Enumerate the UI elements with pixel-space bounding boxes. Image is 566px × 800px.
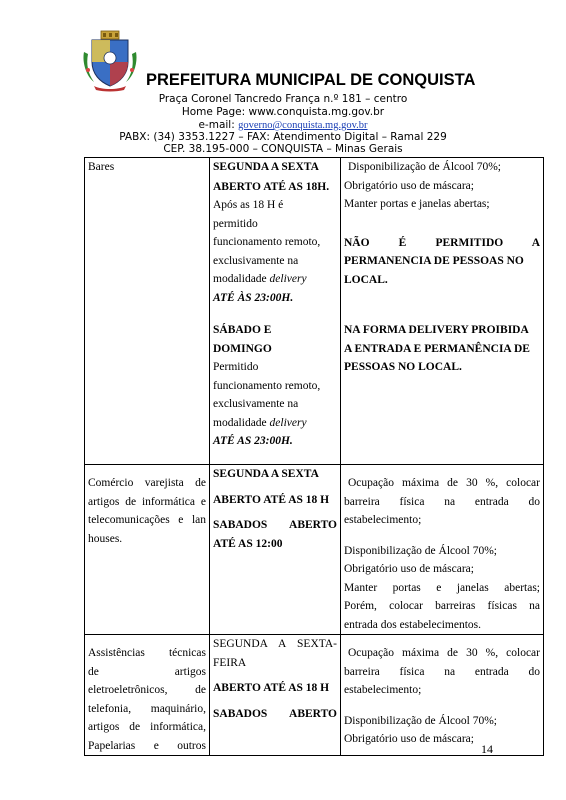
schedule-line: SEGUNDA A SEXTA- <box>213 638 337 650</box>
activity-text: Papelarias e outros <box>88 739 206 752</box>
schedule-line: Permitido <box>213 361 259 373</box>
schedule-line: ABERTO ATÉ AS 18H. <box>213 180 330 193</box>
schedule-line <box>213 270 337 289</box>
address-line: Praça Coronel Tancredo França n.º 181 – centro <box>158 93 408 105</box>
schedule-line: SEGUNDA A SEXTA <box>213 161 319 173</box>
rule-line: Obrigatório uso de máscara; <box>344 179 474 192</box>
activity-text: artigos de informática, <box>88 721 206 733</box>
rule-line: PERMANENCIA DE PESSOAS NO <box>344 255 524 267</box>
table-row <box>85 465 544 635</box>
schedule-line: ABERTO ATÉ AS 18 H <box>213 682 330 694</box>
schedule-line: permitido <box>213 217 258 230</box>
schedule-line: DOMINGO <box>213 342 272 355</box>
phone-line: PABX: (34) 3353.1227 – FAX: Atendimento Digital – Ramal 229 <box>119 131 447 143</box>
schedule-line <box>213 414 337 433</box>
schedule-line: exclusivamente na <box>213 254 299 267</box>
rules-cell <box>341 158 544 465</box>
activity-text: houses. <box>88 532 123 545</box>
activity-text: Bares <box>88 161 115 173</box>
activity-cell <box>85 465 210 635</box>
rule-line: Ocupação máxima de 30 %, colocar <box>348 477 540 489</box>
rule-line: NÃO É PERMITIDO A <box>344 236 540 249</box>
schedule-line: exclusivamente na <box>213 398 299 410</box>
rules-cell <box>341 465 544 635</box>
schedule-line: Após as 18 H é <box>213 199 284 211</box>
rule-line: estabelecimento; <box>344 684 422 696</box>
page-number: 14 <box>481 742 493 756</box>
activity-cell <box>85 635 210 756</box>
schedule-line: ABERTO ATÉ AS 18 H <box>213 493 330 506</box>
email-line <box>0 119 566 131</box>
rule-line: barreira física na entrada do <box>344 665 540 678</box>
rule-line: Manter portas e janelas abertas; <box>344 581 540 594</box>
table-row <box>85 635 544 756</box>
rule-line: Disponibilização de Álcool 70%; <box>344 544 497 557</box>
schedule-line: funcionamento remoto, <box>213 379 321 392</box>
rule-line: NA FORMA DELIVERY PROIBIDA <box>344 324 529 336</box>
rule-line: estabelecimento; <box>344 514 422 526</box>
schedule-line: SABADOS ABERTO <box>213 519 337 531</box>
schedule-line: ATÉ AS 23:00H. <box>213 435 293 447</box>
rule-line: Disponibilização de Álcool 70%; <box>344 714 497 727</box>
schedule-text-italic: delivery <box>269 273 307 285</box>
schedule-line: ATÉ AS 12:00 <box>213 537 283 550</box>
schedule-line: SABADOS ABERTO <box>213 707 337 720</box>
activity-text: telefonia, maquinário, <box>88 702 206 715</box>
activity-text: artigos de informática e <box>88 495 206 508</box>
schedule-text: modalidade <box>213 416 270 429</box>
rule-line: Disponibilização de Álcool 70%; <box>348 161 501 173</box>
schedule-line: FEIRA <box>213 656 247 669</box>
rule-line: Porém, colocar barreiras físicas na <box>344 600 540 612</box>
activity-text: Comércio varejista de <box>88 477 206 489</box>
rules-table <box>84 157 544 756</box>
activity-text: telecomunicações e lan <box>88 514 206 526</box>
rule-line: Obrigatório uso de máscara; <box>344 733 474 745</box>
schedule-line: funcionamento remoto, <box>213 236 321 248</box>
rule-line: LOCAL. <box>344 273 388 286</box>
rule-line: A ENTRADA E PERMANÊNCIA DE <box>344 342 530 355</box>
schedule-cell <box>210 465 341 635</box>
rule-line: Manter portas e janelas abertas; <box>344 198 490 210</box>
page-title: PREFEITURA MUNICIPAL DE CONQUISTA <box>146 71 476 89</box>
rules-cell <box>341 635 544 756</box>
schedule-text: modalidade <box>213 273 270 285</box>
schedule-line: SÁBADO E <box>213 324 272 336</box>
rule-line: Ocupação máxima de 30 %, colocar <box>348 647 540 659</box>
rule-line: Obrigatório uso de máscara; <box>344 563 474 575</box>
rule-line: barreira física na entrada do <box>344 495 540 508</box>
rule-line: entrada dos estabelecimentos. <box>344 618 481 631</box>
activity-text: Assistências técnicas <box>88 647 206 659</box>
schedule-cell <box>210 635 341 756</box>
schedule-line: ATÉ ÀS 23:00H. <box>213 291 294 304</box>
schedule-cell <box>210 158 341 465</box>
homepage-line: Home Page: www.conquista.mg.gov.br <box>181 106 385 118</box>
municipal-crest-icon <box>80 30 140 92</box>
cep-line: CEP. 38.195-000 – CONQUISTA – Minas Gerais <box>163 143 403 155</box>
schedule-text-italic: delivery <box>269 416 307 429</box>
activity-cell <box>85 158 210 465</box>
email-label: e-mail: <box>198 119 239 131</box>
rule-line: PESSOAS NO LOCAL. <box>344 361 462 373</box>
table-row <box>85 158 544 465</box>
schedule-line: SEGUNDA A SEXTA <box>213 468 319 480</box>
activity-text: eletroeletrônicos, de <box>88 684 206 696</box>
activity-text: de artigos <box>88 665 206 678</box>
email-link[interactable]: governo@conquista.mg.gov.br <box>238 120 368 131</box>
letterhead <box>0 0 566 157</box>
